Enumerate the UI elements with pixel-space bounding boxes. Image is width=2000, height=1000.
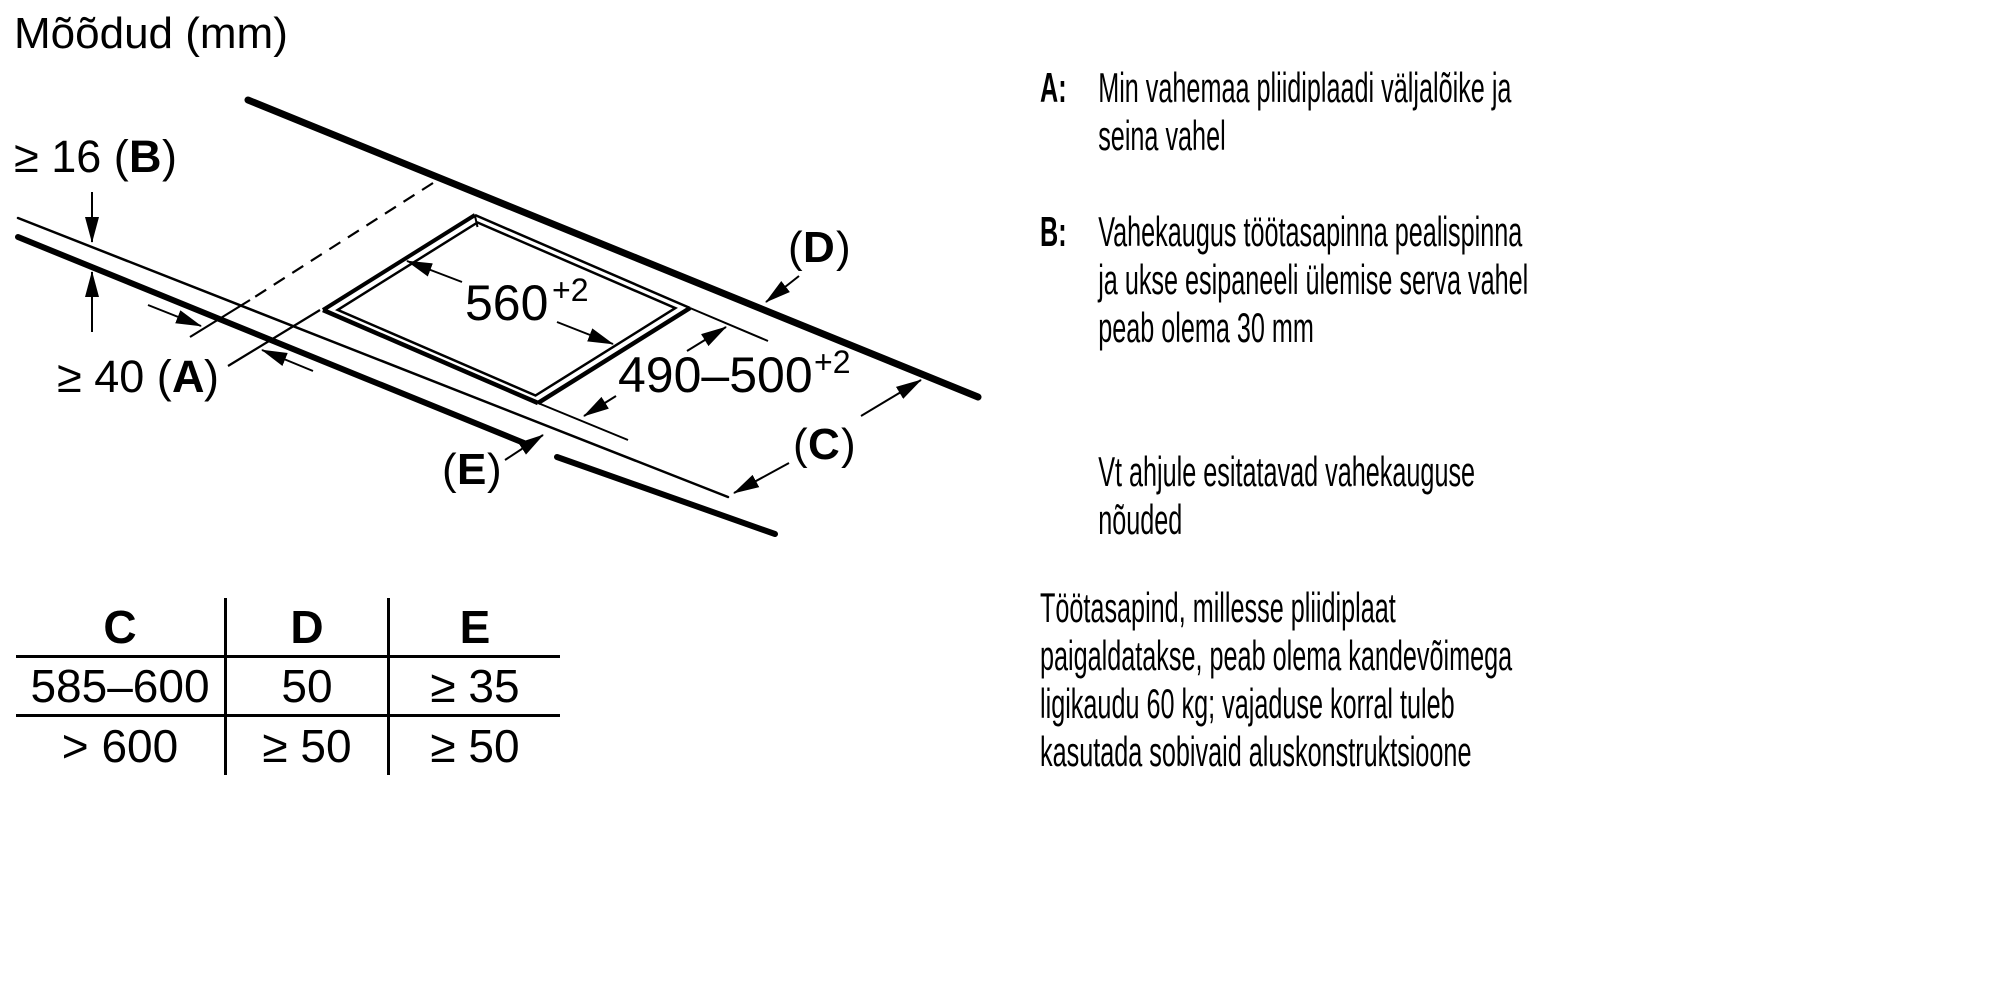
- cutout-width-tolerance: +2: [552, 272, 589, 308]
- note-oven-clearance: [1040, 448, 1475, 544]
- note-oven-line: nõuded: [1098, 496, 1183, 543]
- note-b-line: Vahekaugus töötasapinna pealispinna: [1098, 208, 1523, 255]
- note-a-line: Min vahemaa pliidiplaadi väljalõike ja: [1098, 64, 1512, 111]
- note-worktop-line: paigaldatakse, peab olema kandevõimega: [1040, 632, 1513, 679]
- side-clearance-dashed-line: [250, 183, 433, 300]
- table-cell: ≥ 50: [227, 717, 390, 775]
- label-c-letter: C: [808, 420, 840, 469]
- table-cell: 585–600: [16, 658, 227, 717]
- label-c-paren-close: ): [841, 420, 856, 469]
- table-cell: 50: [227, 658, 390, 717]
- cutout-depth-tolerance: +2: [814, 344, 851, 380]
- table-header-c: C: [16, 598, 227, 658]
- label-d-paren-open: (: [788, 223, 803, 272]
- installation-diagram: [0, 0, 1000, 570]
- side-clearance-dimension-label: ≥ 40 (: [57, 351, 172, 402]
- dimensions-table: [16, 598, 560, 775]
- note-b-line: peab olema 30 mm: [1098, 304, 1314, 351]
- note-a-label: A:: [1040, 64, 1067, 111]
- label-c-arrow-front: [734, 463, 789, 493]
- table-cell: ≥ 35: [390, 658, 560, 717]
- note-a-line: seina vahel: [1098, 112, 1226, 159]
- cutout-left-edge: [323, 215, 475, 310]
- table-header-e: E: [390, 598, 560, 658]
- note-a: [1040, 64, 1511, 160]
- label-e-paren-open: (: [442, 445, 457, 494]
- label-e-letter: E: [457, 445, 487, 494]
- notes-column: [1040, 0, 1980, 1000]
- cutout-corner-notch: [475, 216, 478, 227]
- thickness-dimension-letter: B: [129, 131, 162, 182]
- side-clearance-dimension-letter: A: [172, 351, 205, 402]
- cutout-width-value: 560: [465, 275, 549, 331]
- note-b-label: B:: [1040, 208, 1067, 255]
- cutout-width-arrow-left: [407, 261, 462, 282]
- side-clearance-dimension-paren: ): [204, 351, 219, 402]
- table-header-d: D: [227, 598, 390, 658]
- label-d-arrow: [766, 276, 799, 302]
- depth-extension-line-back: [690, 308, 768, 341]
- table-cell: ≥ 50: [430, 720, 520, 772]
- thickness-dimension-paren: ): [162, 131, 177, 182]
- label-c-paren-open: (: [793, 420, 808, 469]
- thickness-dimension-label: ≥ 16 (: [14, 131, 129, 182]
- label-d-letter: D: [803, 223, 835, 272]
- table-cell: > 600: [16, 717, 227, 775]
- cutout-depth-value: 490–500: [618, 347, 813, 403]
- depth-extension-line-front: [538, 403, 628, 440]
- worktop-front-bottom-edge-line-right: [557, 457, 775, 534]
- side-clearance-extension-tick: [190, 300, 250, 337]
- cutout-depth-arrow-front: [584, 396, 616, 416]
- label-d-paren-close: ): [836, 223, 851, 272]
- note-b: [1040, 208, 1528, 352]
- note-b-line: ja ukse esipaneeli ülemise serva vahel: [1098, 256, 1529, 303]
- note-worktop-line: kasutada sobivaid aluskonstruktsioone: [1040, 728, 1472, 775]
- cutout-width-arrow-right: [557, 322, 613, 344]
- note-worktop-load: [1040, 584, 1512, 776]
- page-title: Mõõdud (mm): [14, 9, 288, 58]
- note-worktop-line: Töötasapind, millesse pliidiplaat: [1040, 584, 1396, 631]
- label-e-paren-close: ): [487, 445, 502, 494]
- label-c-arrow-back: [861, 380, 921, 416]
- note-oven-line: Vt ahjule esitatavad vahekauguse: [1098, 448, 1476, 495]
- note-worktop-line: ligikaudu 60 kg; vajaduse korral tuleb: [1040, 680, 1455, 727]
